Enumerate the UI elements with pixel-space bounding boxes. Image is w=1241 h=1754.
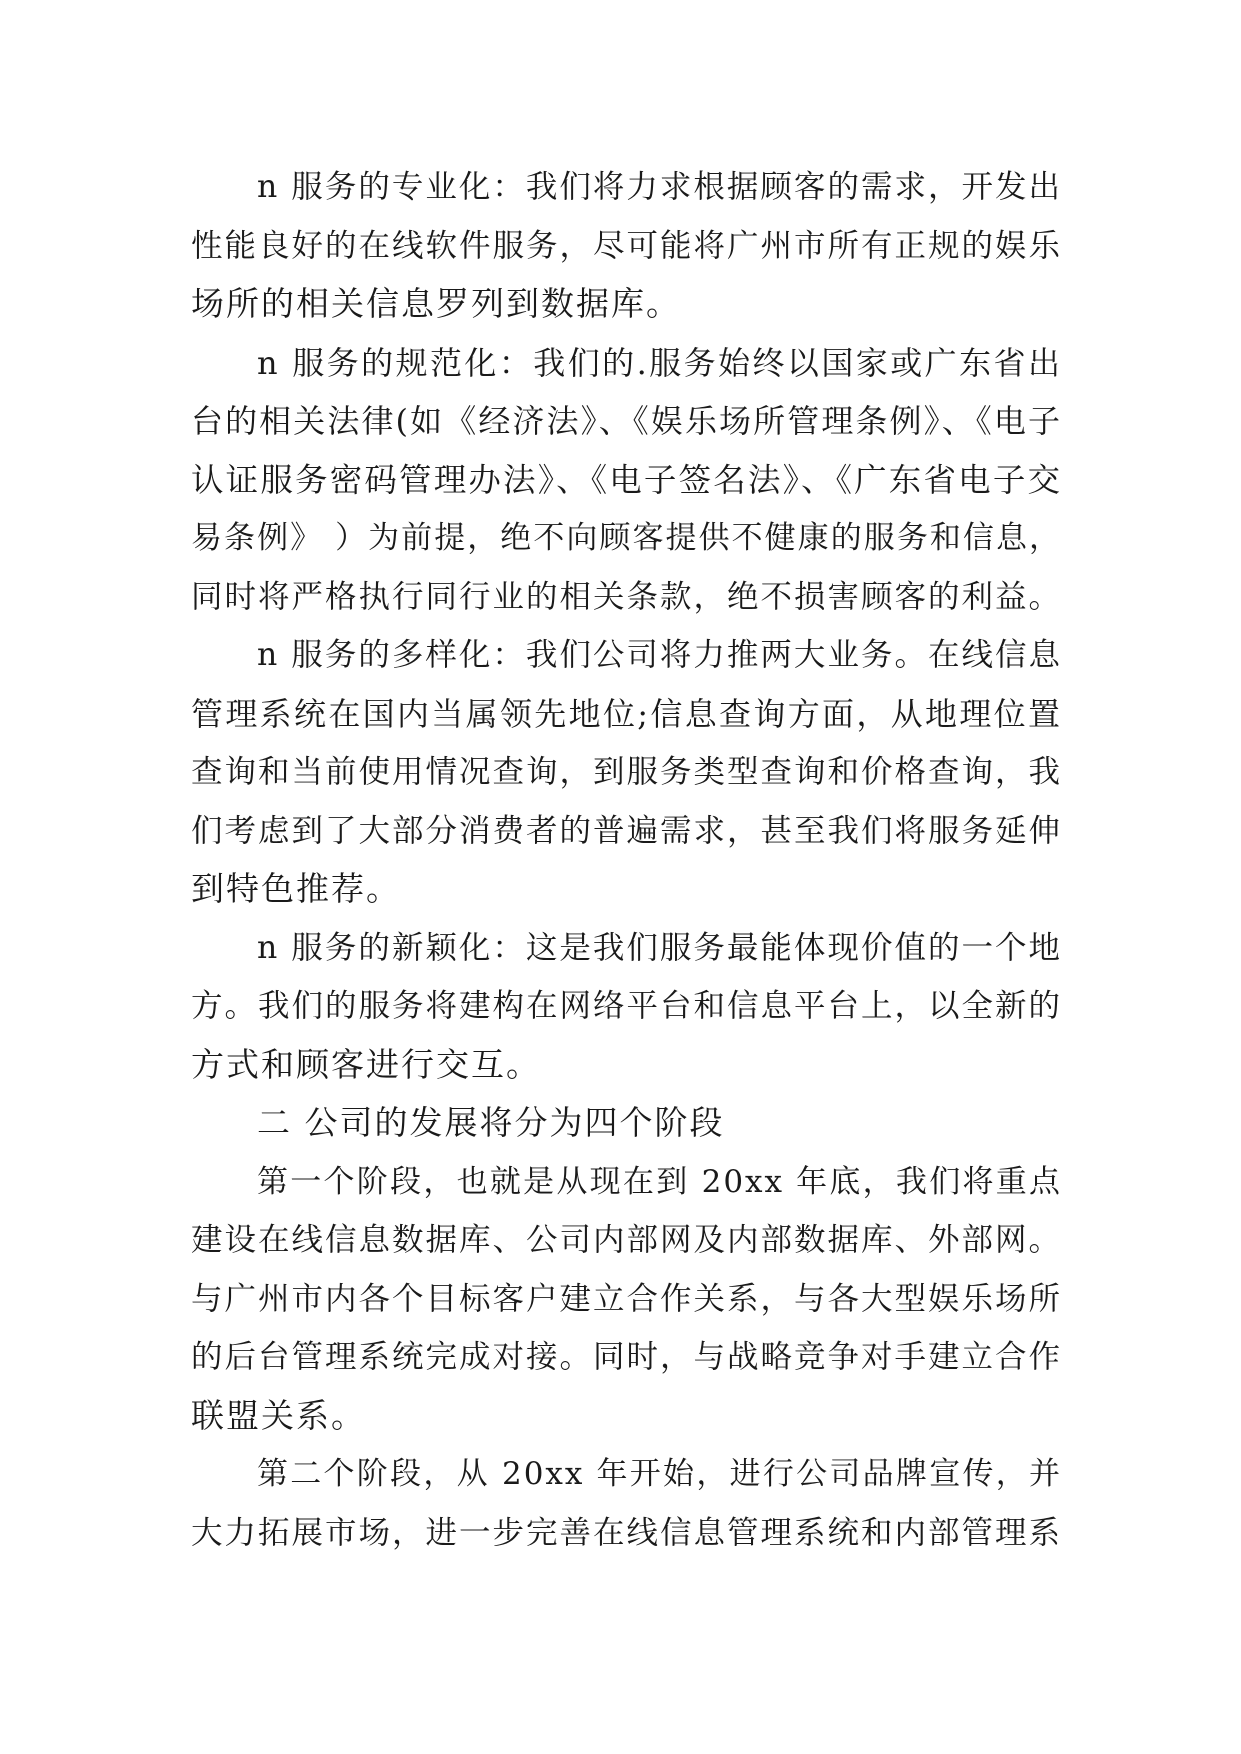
- text-line: 方。我们的服务将建构在网络平台和信息平台上，以全新的: [191, 988, 1063, 1024]
- text-line: 与广州市内各个目标客户建立合作关系，与各大型娱乐场所: [191, 1280, 1063, 1317]
- text-line: 管理系统在国内当属领先地位;信息查询方面，从地理位置: [191, 694, 1062, 733]
- text-line: n 服务的新颖化：这是我们服务最能体现价值的一个地: [257, 929, 1062, 966]
- text-line: 台的相关法律(如《经济法》、《娱乐场所管理条例》、《电子: [191, 402, 1062, 440]
- text-line: 二 公司的发展将分为四个阶段: [257, 1103, 725, 1142]
- text-line: 认证服务密码管理办法》、《电子签名法》、《广东省电子交: [191, 460, 1062, 499]
- text-line: 建设在线信息数据库、公司内部网及内部数据库、外部网。: [191, 1222, 1063, 1258]
- text-line: 查询和当前使用情况查询，到服务类型查询和价格查询，我: [191, 754, 1063, 790]
- text-line: n 服务的多样化：我们公司将力推两大业务。在线信息: [257, 637, 1062, 673]
- text-line: n 服务的规范化：我们的.服务始终以国家或广东省出: [257, 343, 1062, 382]
- text-line: 同时将严格执行同行业的相关条款，绝不损害顾客的利益。: [191, 578, 1063, 615]
- text-line: n 服务的专业化：我们将力求根据顾客的需求，开发出: [257, 169, 1062, 205]
- text-line: 场所的相关信息罗列到数据库。: [191, 284, 681, 323]
- text-line: 联盟关系。: [191, 1395, 366, 1435]
- text-line: 的后台管理系统完成对接。同时，与战略竞争对手建立合作: [191, 1339, 1063, 1375]
- text-line: 们考虑到了大部分消费者的普遍需求，甚至我们将服务延伸: [191, 812, 1063, 849]
- document-body: [191, 158, 1062, 1562]
- text-line: 性能良好的在线软件服务，尽可能将广州市所有正规的娱乐: [191, 227, 1063, 264]
- text-line: 易条例》 ）为前提，绝不向顾客提供不健康的服务和信息，: [191, 520, 1062, 556]
- text-line: 到特色推荐。: [191, 869, 401, 908]
- text-line: 第二个阶段，从 20xx 年开始，进行公司品牌宣传，并: [257, 1456, 1062, 1492]
- text-line: 第一个阶段，也就是从现在到 20xx 年底，我们将重点: [257, 1163, 1062, 1200]
- text-line: 方式和顾客进行交互。: [191, 1044, 541, 1084]
- text-line: 大力拓展市场，进一步完善在线信息管理系统和内部管理系: [191, 1514, 1063, 1551]
